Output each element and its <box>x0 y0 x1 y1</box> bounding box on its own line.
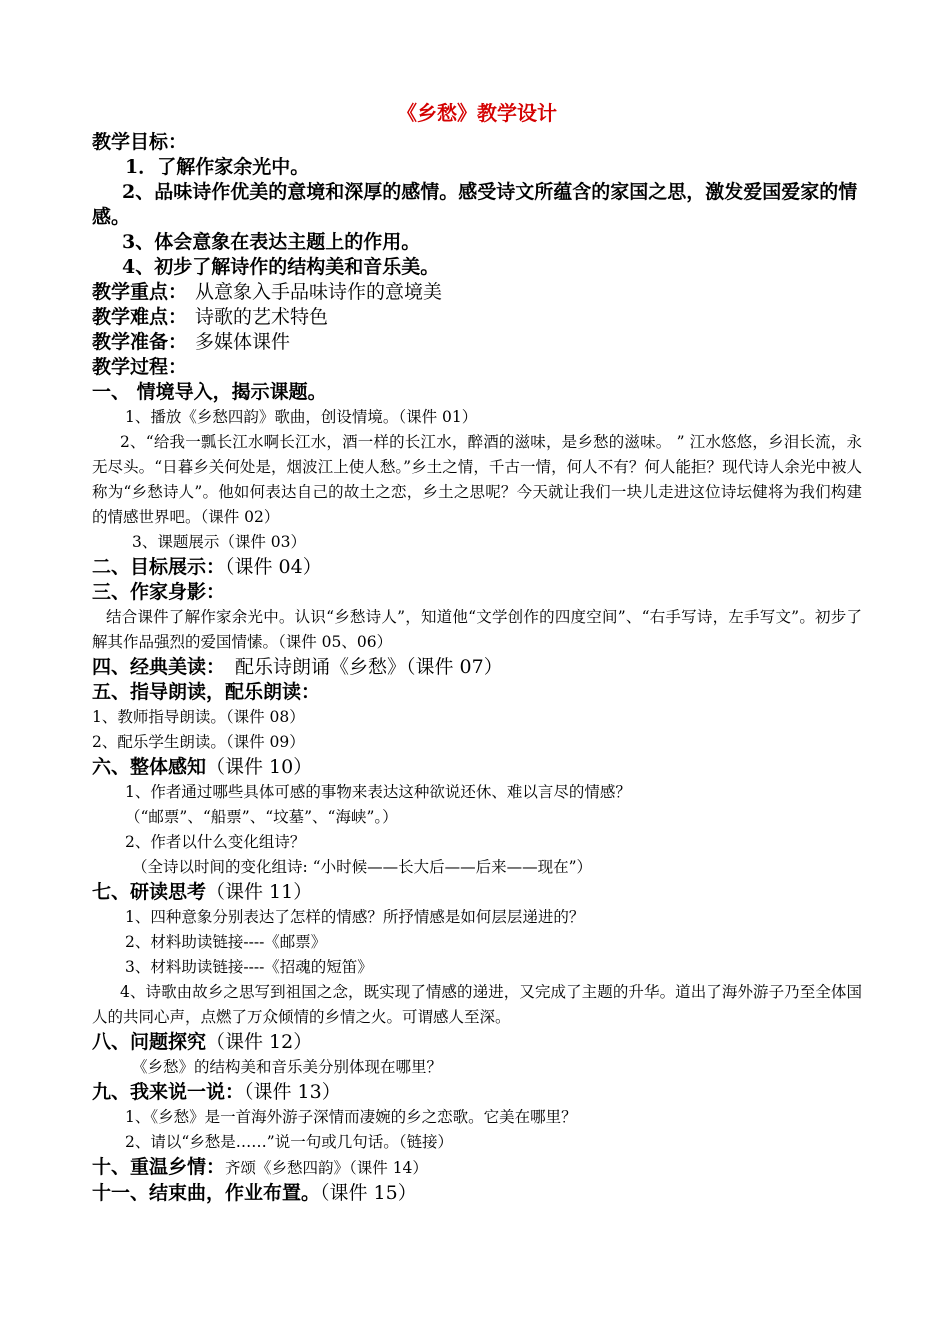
section-heading-extra: （课件 10） <box>206 756 313 778</box>
section-heading-text: 十一、结束曲，作业布置。 <box>92 1182 321 1204</box>
objective-item: 1．了解作家余光中。 <box>125 156 310 178</box>
meta-value: 多媒体课件 <box>195 331 291 353</box>
meta-key: 教学重点： <box>92 281 188 303</box>
objective-item: 4、初步了解诗作的结构美和音乐美。 <box>122 256 440 278</box>
section-paragraph: 《乡愁》的结构美和音乐美分别体现在哪里？ <box>132 1058 443 1076</box>
section-paragraph: 3、材料助读链接----《招魂的短笛》 <box>125 958 373 976</box>
section-paragraph: 4、诗歌由故乡之思写到祖国之念，既实现了情感的递进，又完成了主题的升华。道出了海外游子乃至全体国人的共同心声，点燃了万众倾情的乡情之火。可谓感人至深。 <box>92 983 862 1026</box>
section-heading: 三、作家身影： <box>92 581 226 603</box>
section-heading-text: 六、整体感知 <box>92 756 207 778</box>
section-paragraph: （全诗以时间的变化组诗: “小时候——长大后——后来——现在”） <box>132 858 592 876</box>
section-heading-text: 九、我来说一说： <box>92 1081 245 1103</box>
section-paragraph: 2、“给我一瓢长江水啊长江水，酒一样的长江水，醉酒的滋味，是乡愁的滋味。 ” 江水悠悠，乡泪长流，永无尽头。“日暮乡关何处是，烟波江上使人愁。”乡土之情，千古一情，何人不有？何人能拒？现代诗人余光中被人称为“乡愁诗人”。他如何表达自己的故土之恋，乡土之思呢？今天就让我们一块儿走进这位诗坛健将为我们构建的情感世界吧。（课件 02） <box>92 433 862 526</box>
meta-row <box>92 305 862 330</box>
process-heading: 教学过程： <box>92 356 188 378</box>
section-heading-extra: （课件 15） <box>320 1182 417 1204</box>
section-heading-extra: （课件 12） <box>206 1031 313 1053</box>
meta-row <box>92 330 862 355</box>
section-paragraph: 3、课题展示（课件 03） <box>132 533 307 551</box>
section-heading-extra: （课件 11） <box>206 881 313 903</box>
section-heading <box>92 1155 862 1181</box>
section-paragraph: 1、《乡愁》是一首海外游子深情而凄婉的乡之恋歌。它美在哪里？ <box>125 1108 577 1126</box>
section-heading-text: 七、研读思考 <box>92 881 207 903</box>
objectives-heading: 教学目标： <box>92 131 188 153</box>
section-heading-extra: 配乐诗朗诵《乡愁》（课件 07） <box>235 656 503 678</box>
section-heading-extra: （课件 13） <box>244 1081 341 1103</box>
section-paragraph: 2、请以“乡愁是……”说一句或几句话。（链接） <box>125 1133 453 1151</box>
section-paragraph: 1、教师指导朗读。（课件 08） <box>92 708 305 726</box>
objective-item: 2、品味诗作优美的意境和深厚的感情。感受诗文所蕴含的家国之思，激发爱国爱家的情感。 <box>92 181 858 228</box>
section-heading: 五、指导朗读，配乐朗读： <box>92 681 321 703</box>
meta-key: 教学难点： <box>92 306 188 328</box>
section-heading <box>92 555 862 580</box>
section-heading <box>92 1030 862 1055</box>
section-heading <box>92 755 862 780</box>
section-paragraph: 1、作者通过哪些具体可感的事物来表达这种欲说还休、难以言尽的情感？ <box>125 783 631 801</box>
section-paragraph: 结合课件了解作家余光中。认识“乡愁诗人”，知道他“文学创作的四度空间”、“右手写诗，左手写文”。初步了解其作品强烈的爱国情愫。（课件 05、06） <box>92 608 862 651</box>
section-paragraph: 1、播放《乡愁四韵》歌曲，创设情境。（课件 01） <box>125 408 478 426</box>
section-heading <box>92 655 862 680</box>
section-paragraph: 2、作者以什么变化组诗？ <box>125 833 306 851</box>
section-heading: 一、 情境导入，揭示课题。 <box>92 381 327 403</box>
document-page <box>92 98 862 1206</box>
meta-value: 诗歌的艺术特色 <box>195 306 329 328</box>
section-heading-extra: 齐颂《乡愁四韵》（课件 14） <box>225 1159 428 1177</box>
section-paragraph: （“邮票”、“船票”、“坟墓”、“海峡”。） <box>125 808 398 826</box>
section-heading-text: 四、经典美读： <box>92 656 226 678</box>
section-heading-text: 二、目标展示： <box>92 556 226 578</box>
objective-item: 3、体会意象在表达主题上的作用。 <box>122 231 421 253</box>
section-heading-extra: （课件 04） <box>225 556 322 578</box>
section-paragraph: 2、配乐学生朗读。（课件 09） <box>92 733 305 751</box>
document-title: 《乡愁》教学设计 <box>397 101 557 125</box>
section-heading <box>92 880 862 905</box>
meta-key: 教学准备： <box>92 331 188 353</box>
section-heading <box>92 1181 862 1206</box>
meta-row <box>92 280 862 305</box>
section-paragraph: 2、材料助读链接----《邮票》 <box>125 933 327 951</box>
section-paragraph: 1、四种意象分别表达了怎样的情感？所抒情感是如何层层递进的？ <box>125 908 585 926</box>
section-heading-text: 八、问题探究 <box>92 1031 207 1053</box>
section-heading <box>92 1080 862 1105</box>
meta-value: 从意象入手品味诗作的意境美 <box>195 281 443 303</box>
section-heading-text: 十、重温乡情： <box>92 1156 226 1178</box>
